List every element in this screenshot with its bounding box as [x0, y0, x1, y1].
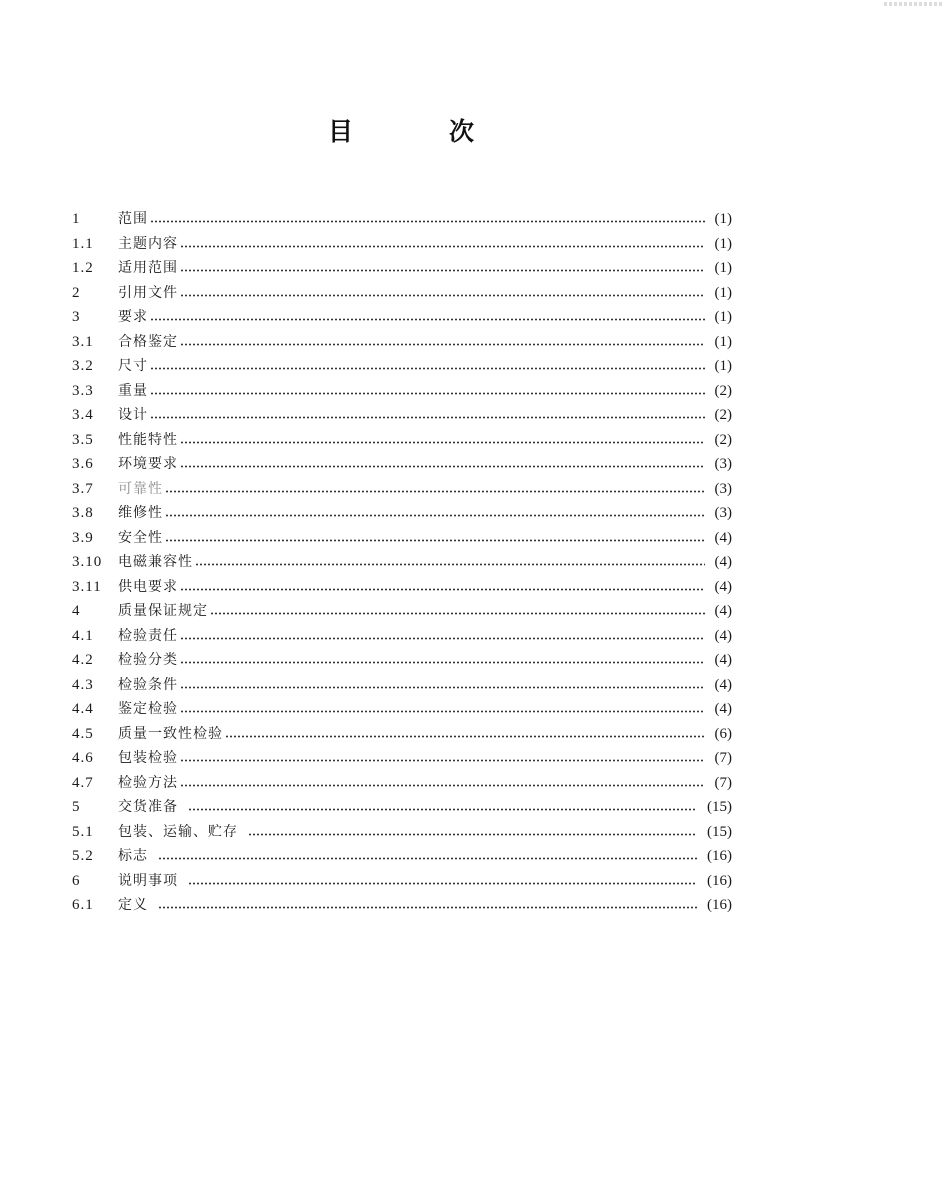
toc-number: 3.7: [72, 480, 94, 497]
watermark-text: [884, 2, 944, 6]
toc-label: 引用文件: [118, 284, 178, 301]
toc-label: 质量一致性检验: [118, 725, 223, 742]
dot-leader: [180, 343, 705, 346]
toc-number: 6: [72, 872, 81, 889]
toc-page: (1): [714, 284, 732, 301]
toc-page: (1): [714, 333, 732, 350]
toc-label: 检验方法: [118, 774, 178, 791]
toc-label: 主题内容: [118, 235, 178, 252]
toc-page: (3): [714, 505, 732, 521]
dot-leader: [165, 490, 705, 493]
toc-label: 说明事项: [118, 872, 178, 889]
toc-number: 3.11: [72, 578, 102, 595]
toc-entry[interactable]: [72, 697, 732, 722]
toc-page: (2): [714, 431, 732, 448]
dot-leader: [188, 882, 697, 885]
dot-leader: [150, 416, 705, 419]
toc-label: 检验分类: [118, 652, 178, 668]
toc-page: (6): [714, 725, 732, 742]
toc-number: 4.1: [72, 627, 94, 644]
dot-leader: [248, 833, 697, 836]
toc-entry[interactable]: [72, 403, 732, 428]
toc-number: 3.9: [72, 529, 94, 546]
toc-label: 安全性: [118, 529, 163, 546]
toc-page: (16): [707, 848, 732, 864]
toc-page: (1): [714, 235, 732, 252]
toc-label: 定义: [118, 897, 148, 913]
toc-entry[interactable]: [72, 428, 732, 453]
toc-entry[interactable]: [72, 379, 732, 404]
toc-page: (4): [714, 554, 732, 570]
toc-page: (2): [714, 382, 732, 399]
dot-leader: [180, 269, 705, 272]
toc-number: 1: [72, 211, 81, 227]
toc-entry[interactable]: [72, 746, 732, 771]
toc-entry[interactable]: [72, 624, 732, 649]
dot-leader: [188, 808, 697, 811]
dot-leader: [180, 441, 705, 444]
toc-entry[interactable]: [72, 232, 732, 257]
toc-label: 性能特性: [118, 431, 178, 448]
toc-page: (7): [714, 774, 732, 791]
toc-entry[interactable]: [72, 722, 732, 747]
toc-number: 3.4: [72, 407, 94, 423]
toc-number: 6.1: [72, 897, 94, 913]
toc-entry[interactable]: [72, 893, 732, 918]
toc-page: (16): [707, 872, 732, 889]
dot-leader: [150, 392, 705, 395]
toc-label: 包装检验: [118, 750, 178, 766]
toc-label: 维修性: [118, 505, 163, 521]
toc-label: 鉴定检验: [118, 701, 178, 717]
toc-entry[interactable]: [72, 330, 732, 355]
toc-number: 2: [72, 284, 81, 301]
dot-leader: [158, 857, 697, 860]
dot-leader: [180, 710, 705, 713]
dot-leader: [180, 465, 705, 468]
toc-page: (15): [707, 799, 732, 815]
toc-entry[interactable]: [72, 575, 732, 600]
dot-leader: [150, 318, 705, 321]
toc-page: (15): [707, 823, 732, 840]
toc-number: 4.4: [72, 701, 94, 717]
toc-page: (4): [714, 603, 732, 619]
toc-label: 供电要求: [118, 578, 178, 595]
toc-number: 4.5: [72, 725, 94, 742]
toc-entry[interactable]: [72, 452, 732, 477]
toc-number: 1.1: [72, 235, 94, 252]
dot-leader: [180, 686, 705, 689]
toc-page: (4): [714, 676, 732, 693]
toc-entry[interactable]: [72, 844, 732, 869]
toc-number: 3.1: [72, 333, 94, 350]
dot-leader: [150, 367, 705, 370]
page-title-char-1: 目: [328, 117, 354, 146]
toc-page: (4): [714, 627, 732, 644]
toc-entry[interactable]: [72, 795, 732, 820]
dot-leader: [210, 612, 705, 615]
dot-leader: [180, 294, 705, 297]
toc-number: 3.10: [72, 554, 103, 570]
toc-page: (1): [714, 309, 732, 325]
toc-label: 可靠性: [118, 480, 163, 497]
dot-leader: [195, 563, 705, 566]
toc-entry[interactable]: [72, 281, 732, 306]
toc-entry[interactable]: [72, 673, 732, 698]
toc-number: 4.7: [72, 774, 94, 791]
toc-label: 包装、运输、贮存: [118, 823, 238, 840]
toc-page: (3): [714, 456, 732, 472]
toc-entry[interactable]: [72, 256, 732, 281]
toc-page: (7): [714, 750, 732, 766]
toc-entry[interactable]: [72, 501, 732, 526]
dot-leader: [180, 245, 705, 248]
dot-leader: [158, 906, 697, 909]
dot-leader: [225, 735, 705, 738]
toc-entry[interactable]: [72, 207, 732, 232]
toc-entry[interactable]: [72, 820, 732, 845]
toc-label: 交货准备: [118, 799, 178, 815]
toc-page: (3): [714, 480, 732, 497]
toc-label: 重量: [118, 382, 148, 399]
toc-label: 适用范围: [118, 260, 178, 276]
page-title: [0, 114, 950, 154]
toc-page: (1): [714, 260, 732, 276]
toc-page: (4): [714, 529, 732, 546]
toc-number: 5: [72, 799, 81, 815]
dot-leader: [165, 539, 705, 542]
toc-number: 3.8: [72, 505, 94, 521]
toc-number: 5.1: [72, 823, 94, 840]
toc-number: 4.3: [72, 676, 94, 693]
toc-entry[interactable]: [72, 305, 732, 330]
toc-entry[interactable]: [72, 599, 732, 624]
page-title-char-2: 次: [449, 117, 475, 146]
dot-leader: [165, 514, 705, 517]
toc-label: 要求: [118, 309, 148, 325]
toc-entry[interactable]: [72, 869, 732, 894]
toc-entry[interactable]: [72, 550, 732, 575]
dot-leader: [150, 220, 705, 223]
toc-number: 3.5: [72, 431, 94, 448]
toc-page: (4): [714, 701, 732, 717]
toc-page: (16): [707, 897, 732, 913]
dot-leader: [180, 637, 705, 640]
dot-leader: [180, 784, 705, 787]
toc-entry[interactable]: [72, 477, 732, 502]
toc-number: 1.2: [72, 260, 94, 276]
toc-label: 尺寸: [118, 358, 148, 374]
toc-number: 4: [72, 603, 81, 619]
toc-label: 范围: [118, 211, 148, 227]
toc-number: 3.3: [72, 382, 94, 399]
toc-number: 5.2: [72, 848, 94, 864]
toc-number: 3: [72, 309, 81, 325]
toc-entry[interactable]: [72, 771, 732, 796]
toc-label: 电磁兼容性: [118, 554, 193, 570]
toc-label: 检验责任: [118, 627, 178, 644]
toc-number: 3.2: [72, 358, 94, 374]
table-of-contents: [72, 207, 732, 918]
toc-page: (4): [714, 652, 732, 668]
toc-label: 检验条件: [118, 676, 178, 693]
toc-entry[interactable]: [72, 648, 732, 673]
dot-leader: [180, 661, 705, 664]
toc-number: 3.6: [72, 456, 94, 472]
toc-entry[interactable]: [72, 354, 732, 379]
dot-leader: [180, 588, 705, 591]
toc-label: 合格鉴定: [118, 333, 178, 350]
toc-page: (1): [714, 211, 732, 227]
toc-page: (1): [714, 358, 732, 374]
toc-page: (4): [714, 578, 732, 595]
toc-label: 设计: [118, 407, 148, 423]
toc-number: 4.6: [72, 750, 94, 766]
toc-label: 质量保证规定: [118, 603, 208, 619]
toc-page: (2): [714, 407, 732, 423]
dot-leader: [180, 759, 705, 762]
toc-number: 4.2: [72, 652, 94, 668]
toc-entry[interactable]: [72, 526, 732, 551]
toc-label: 标志: [118, 848, 148, 864]
toc-label: 环境要求: [118, 456, 178, 472]
